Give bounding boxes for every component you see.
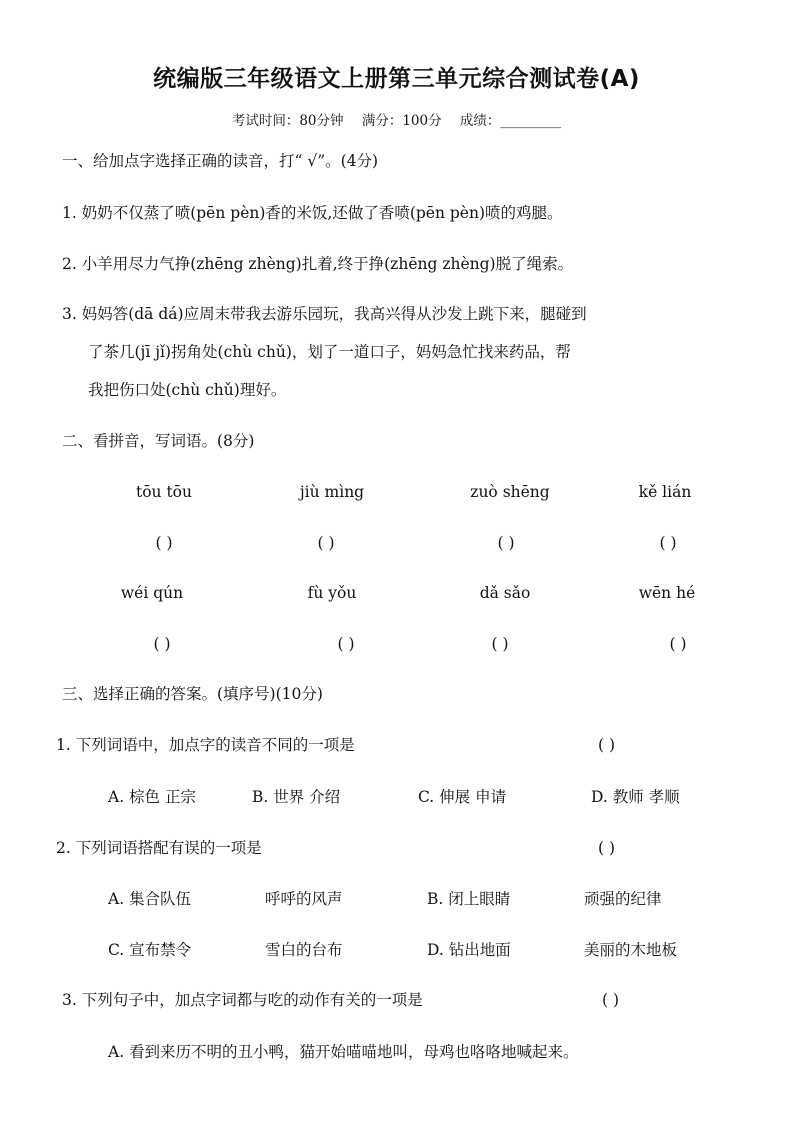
pinyin-item: wēn hé [638,584,696,602]
pinyin-item: zuò shēng [470,483,550,501]
section1-question-3-line3: 我把伤口处(chù chǔ)理好。 [88,381,287,399]
option-b: B. 闭上眼睛 [427,890,511,908]
section1-question-3-line2: 了茶几(jī jǐ)拐角处(chù chǔ)，划了一道口子，妈妈急忙找来药品，帮 [88,343,571,361]
answer-blank[interactable]: ( ) [337,635,355,653]
option-a-phrase: 呼呼的风声 [265,890,343,908]
pinyin-item: jiù mìng [299,483,365,501]
answer-paren[interactable]: ( ) [602,991,620,1009]
section3-question-1: 1. 下列词语中，加点字的读音不同的一项是 [56,736,355,754]
option-d: D. 钻出地面 [427,941,511,959]
section1-question-2: 2. 小羊用尽力气挣(zhēng zhèng)扎着,终于挣(zhēng zhèng)脱了绳索。 [62,255,574,273]
option-a: A. 看到来历不明的丑小鸭，猫开始喵喵地叫，母鸡也咯咯地喊起来。 [108,1043,579,1061]
answer-blank[interactable]: ( ) [153,635,171,653]
answer-blank[interactable]: ( ) [497,534,515,552]
section3-question-2: 2. 下列词语搭配有误的一项是 [56,839,262,857]
exam-info [0,109,793,129]
option-a: A. 集合队伍 [108,890,192,908]
pinyin-item: kě lián [638,483,692,501]
answer-blank[interactable]: ( ) [669,635,687,653]
option-b-phrase: 顽强的纪律 [584,890,662,908]
option-d-phrase: 美丽的木地板 [584,941,678,959]
answer-paren[interactable]: ( ) [598,839,616,857]
option-c: C. 宣布禁令 [108,941,192,959]
section1-question-1: 1. 奶奶不仅蒸了喷(pēn pèn)香的米饭,还做了香喷(pēn pèn)喷的鸡腿。 [62,204,563,222]
pinyin-item: dǎ sǎo [479,584,531,602]
option-d: D. 教师 孝顺 [591,788,680,806]
score-blank: 成绩：_________ [459,113,562,129]
pinyin-item: tōu tōu [135,483,192,501]
option-c-phrase: 雪白的台布 [265,941,343,959]
answer-blank[interactable]: ( ) [317,534,335,552]
pinyin-item: fù yǒu [307,584,357,602]
page-title: 统编版三年级语文上册第三单元综合测试卷(A) [153,66,640,92]
answer-blank[interactable]: ( ) [659,534,677,552]
answer-blank[interactable]: ( ) [491,635,509,653]
answer-blank[interactable]: ( ) [155,534,173,552]
pinyin-item: wéi qún [120,584,184,602]
section3-question-3: 3. 下列句子中，加点字词都与吃的动作有关的一项是 [62,991,423,1009]
full-score: 满分：100分 [361,113,442,129]
section1-question-3-line1: 3. 妈妈答(dā dá)应周末带我去游乐园玩，我高兴得从沙发上跳下来，腿碰到 [62,305,587,323]
section3-heading: 三、选择正确的答案。(填序号)(10分) [62,685,323,703]
answer-paren[interactable]: ( ) [598,736,616,754]
exam-time: 考试时间：80分钟 [231,113,344,129]
section2-heading: 二、看拼音，写词语。(8分) [62,432,255,450]
option-b: B. 世界 介绍 [252,788,341,806]
option-a: A. 棕色 正宗 [108,788,196,806]
option-c: C. 伸展 申请 [418,788,507,806]
section1-heading: 一、给加点字选择正确的读音，打“ √”。(4分) [62,152,379,170]
